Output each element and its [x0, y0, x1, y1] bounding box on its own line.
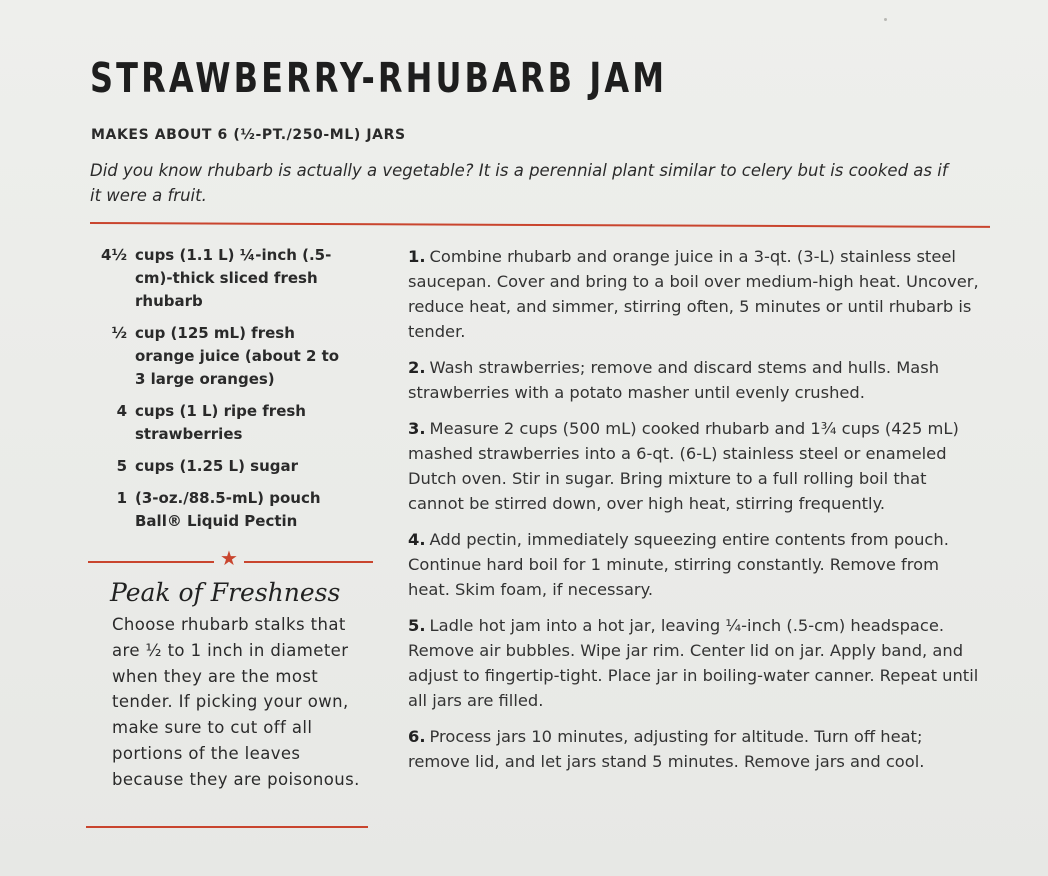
steps-list	[408, 244, 983, 785]
recipe-title: STRAWBERRY-RHUBARB JAM	[90, 54, 668, 102]
divider-line-left	[88, 561, 214, 563]
step-item	[408, 416, 983, 516]
step-number: 5.	[408, 616, 426, 635]
step-text: Measure 2 cups (500 mL) cooked rhubarb and 1¾ cups (425 mL) mashed strawberries into a 6-qt. (6-L) stainless steel or enameled Dutch oven. Stir in sugar. Bring mixture to a full rolling boil that cannot be stirred down, over high heat, stirring frequently.	[408, 419, 959, 513]
header-divider	[90, 222, 990, 228]
step-text: Process jars 10 minutes, adjusting for altitude. Turn off heat; remove lid, and let jars stand 5 minutes. Remove jars and cool.	[408, 727, 925, 771]
ingredients-list	[95, 244, 375, 542]
ingredient-item	[95, 244, 375, 313]
step-text: Wash strawberries; remove and discard stems and hulls. Mash strawberries with a potato masher until evenly crushed.	[408, 358, 940, 402]
star-divider	[88, 546, 373, 570]
step-number: 4.	[408, 530, 426, 549]
ingredient-qty: 4½	[101, 246, 127, 264]
ingredient-qty: ½	[111, 324, 127, 342]
step-item	[408, 613, 983, 713]
ingredient-desc: (3-oz./88.5-mL) pouch Ball® Liquid Pectin	[135, 489, 321, 530]
step-item	[408, 355, 983, 405]
divider-line-right	[244, 561, 373, 563]
ingredient-desc: cups (1.1 L) ¼-inch (.5-cm)-thick sliced fresh rhubarb	[135, 246, 332, 310]
step-item	[408, 527, 983, 602]
ingredient-item	[95, 322, 375, 391]
ingredient-item	[95, 455, 375, 478]
step-number: 2.	[408, 358, 426, 377]
ingredient-desc: cups (1.25 L) sugar	[135, 457, 299, 475]
step-text: Ladle hot jam into a hot jar, leaving ¼-inch (.5-cm) headspace. Remove air bubbles. Wipe jar rim. Center lid on jar. Apply band, and adjust to fingertip-tight. Place jar in boiling-water canner. Repeat until all jars are filled.	[408, 616, 979, 710]
step-item	[408, 244, 983, 344]
step-text: Add pectin, immediately squeezing entire contents from pouch. Continue hard boil for 1 minute, stirring constantly. Remove from heat. Skim foam, if necessary.	[408, 530, 949, 599]
ingredient-qty: 5	[116, 457, 127, 475]
ingredient-qty: 1	[116, 489, 127, 507]
sidebar-bottom-divider	[86, 826, 368, 828]
step-number: 6.	[408, 727, 426, 746]
recipe-yield: MAKES ABOUT 6 (½-PT./250-ML) JARS	[91, 127, 406, 143]
sidebar-title: Peak of Freshness	[110, 578, 341, 607]
step-number: 1.	[408, 247, 426, 266]
sidebar-body: Choose rhubarb stalks that are ½ to 1 inch in diameter when they are the most tender. If picking your own, make sure to cut off all portions of the leaves because they are poisonous.	[112, 615, 360, 789]
step-number: 3.	[408, 419, 426, 438]
step-item	[408, 724, 983, 774]
star-icon: ★	[220, 546, 238, 570]
ingredient-desc: cups (1 L) ripe fresh strawberries	[135, 402, 306, 443]
paper-speck	[884, 18, 887, 21]
ingredient-qty: 4	[116, 402, 127, 420]
recipe-intro: Did you know rhubarb is actually a vegetable? It is a perennial plant similar to celery but is cooked as if it were a fruit.	[90, 161, 948, 205]
ingredient-item	[95, 400, 375, 446]
ingredient-item	[95, 487, 375, 533]
ingredient-desc: cup (125 mL) fresh orange juice (about 2 to 3 large oranges)	[135, 324, 340, 388]
step-text: Combine rhubarb and orange juice in a 3-qt. (3-L) stainless steel saucepan. Cover and bring to a boil over medium-high heat. Uncover, reduce heat, and simmer, stirring often, 5 minutes or until rhubarb is tender.	[408, 247, 979, 341]
